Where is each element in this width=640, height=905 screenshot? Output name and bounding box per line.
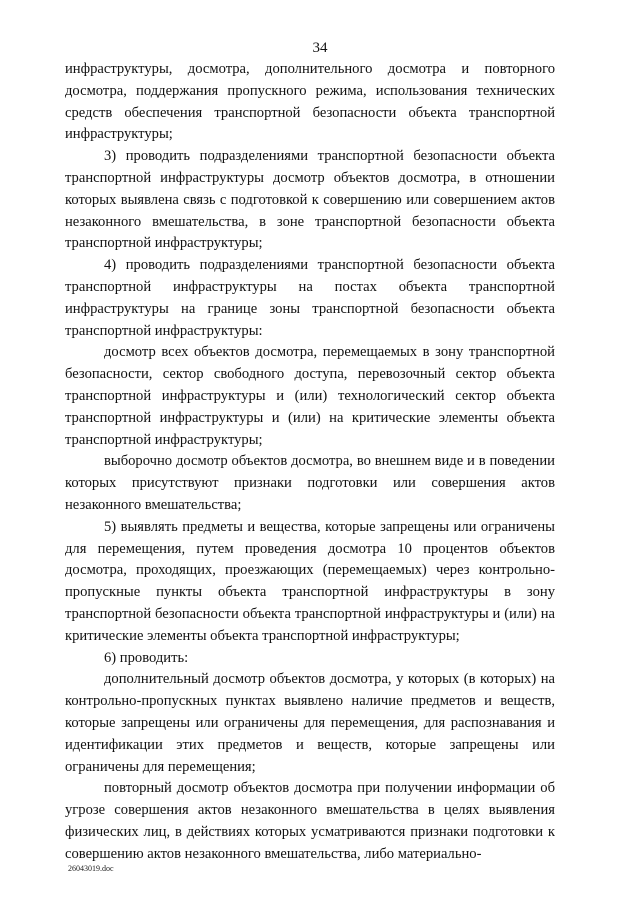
paragraph-item-5: 5) выявлять предметы и вещества, которые запрещены или ограничены для перемещения, путем проведения досмотра 10 процентов объектов досмотра, проходящих, проезжающих (перемещаемых) через контрольно-пропускные пункты объекта транспортной инфраструктуры в зону транспортной безопасности объекта транспортной инфраструктуры и (или) на критические элементы объекта транспортной инфраструктуры; xyxy=(65,518,555,644)
paragraph-item-4: 4) проводить подразделениями транспортной безопасности объекта транспортной инфраструктуры на постах объекта транспортной инфраструктуры на границе зоны транспортной безопасности объекта транспортной инфраструктуры: xyxy=(65,257,555,339)
paragraph-item-6-repeat-screening: повторный досмотр объектов досмотра при получении информации об угрозе совершения актов незаконного вмешательства в целях выявления физических лиц, в действиях которых усматриваются признаки подготовки к совершению актов незаконного вмешательства, либо материально- xyxy=(65,780,555,862)
paragraph-item-4-selective-screening: выборочно досмотр объектов досмотра, во внешнем виде и в поведении которых присутствуют признаки подготовки или совершения актов незаконного вмешательства; xyxy=(65,453,555,513)
paragraph-item-4-full-screening: досмотр всех объектов досмотра, перемещаемых в зону транспортной безопасности, сектор свободного доступа, перевозочный сектор объекта транспортной инфраструктуры и (или) технологический сектор объекта транспортной инфраструктуры и (или) на критические элементы объекта транспортной инфраструктуры; xyxy=(65,344,555,448)
paragraph-item-6: 6) проводить: xyxy=(104,649,189,666)
paragraph-item-6-additional-screening: дополнительный досмотр объектов досмотра, у которых (в которых) на контрольно-пропускных пунктах выявлено наличие предметов и веществ, которые запрещены или ограничены для перемещения, для распознавания и идентификации этих предметов и веществ, которые запрещены или ограничены для перемещения; xyxy=(65,671,555,775)
paragraph-continuation: инфраструктуры, досмотра, дополнительного досмотра и повторного досмотра, поддержания пропускного режима, использования технических средств обеспечения транспортной безопасности объекта транспортной инфраструктуры; xyxy=(65,61,555,143)
document-body xyxy=(65,59,555,865)
paragraph-item-3: 3) проводить подразделениями транспортной безопасности объекта транспортной инфраструктуры досмотр объектов досмотра, в отношении которых выявлена связь с подготовкой к совершению или совершением актов незаконного вмешательства, в зоне транспортной безопасности объекта транспортной инфраструктуры; xyxy=(65,148,555,252)
page-number: 34 xyxy=(312,40,328,56)
footer-filename: 26043019.doc xyxy=(68,864,114,873)
